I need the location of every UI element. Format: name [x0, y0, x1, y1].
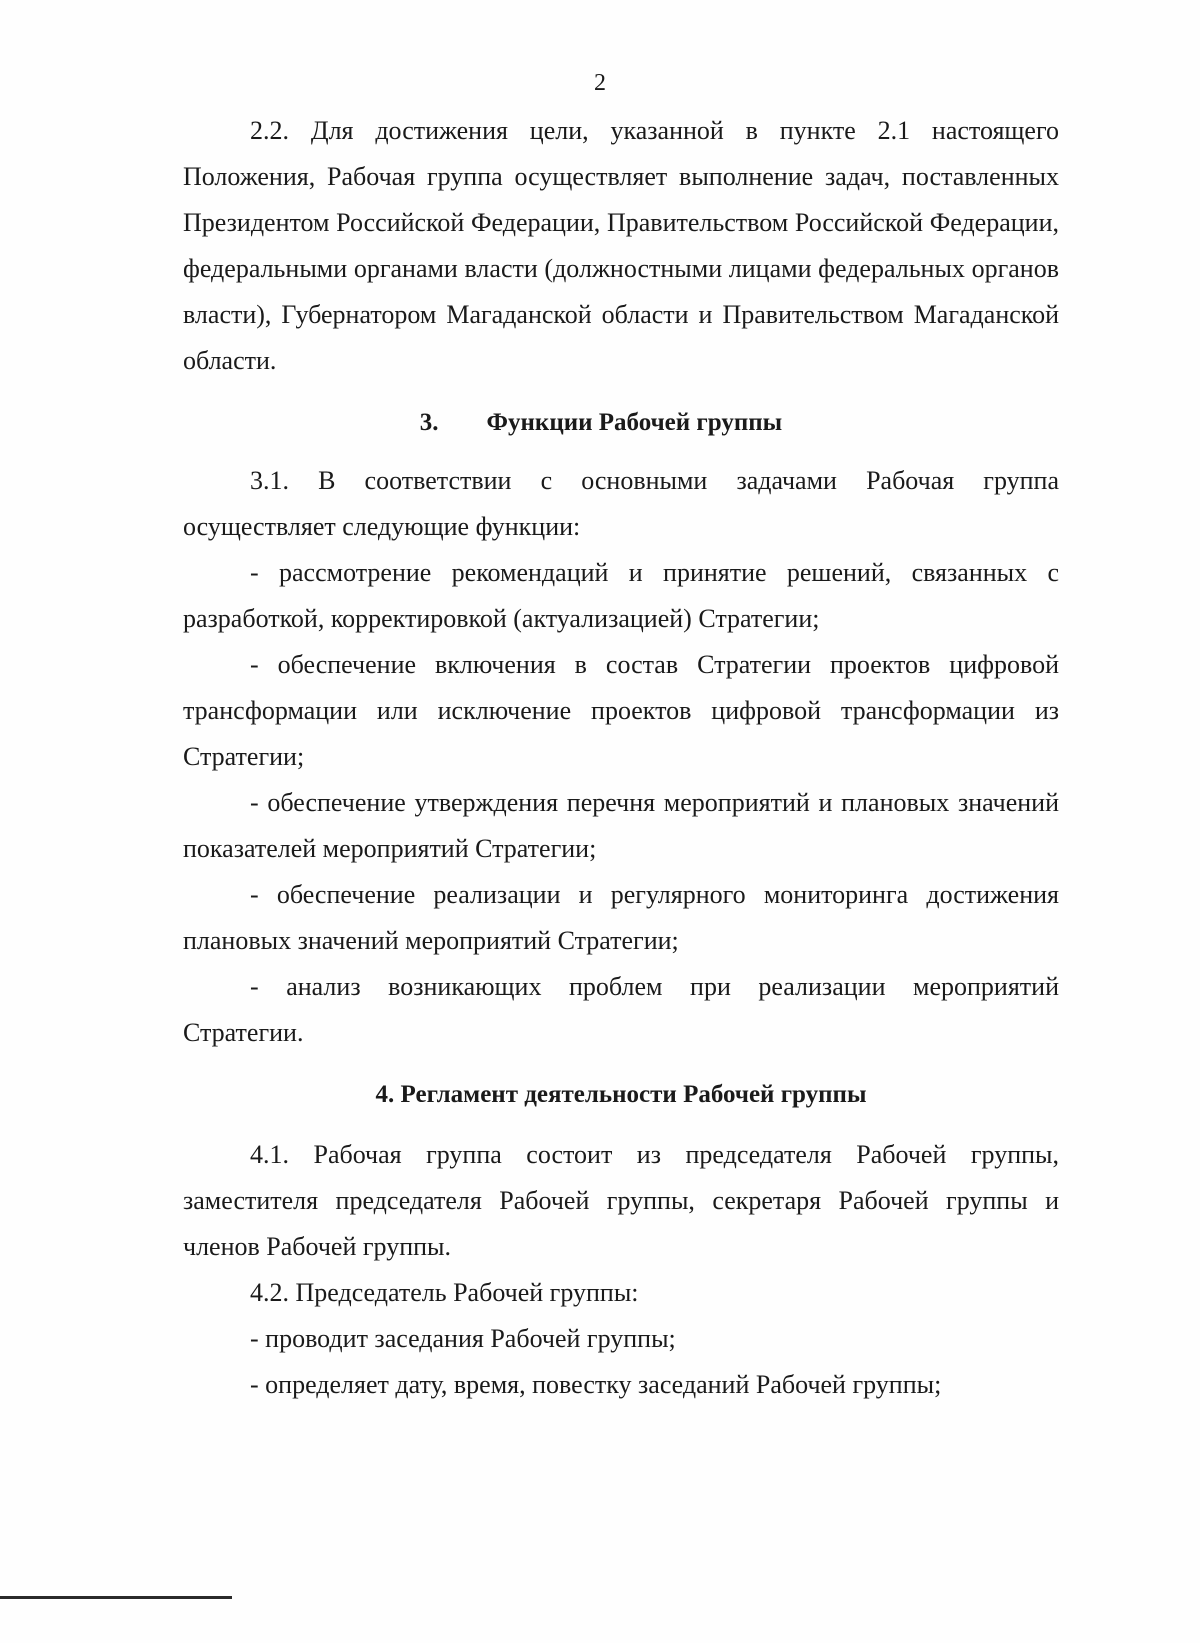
footer-rule	[0, 1596, 232, 1599]
function-item: - обеспечение реализации и регулярного мониторинга достижения плановых значений мероприятий Стратегии;	[183, 880, 1059, 955]
paragraph-4-1: 4.1. Рабочая группа состоит из председателя Рабочей группы, заместителя председателя Рабочей группы, секретаря Рабочей группы и членов Рабочей группы.	[183, 1140, 1059, 1261]
page-number: 2	[594, 70, 606, 96]
paragraph-2-2: 2.2. Для достижения цели, указанной в пункте 2.1 настоящего Положения, Рабочая группа осуществляет выполнение задач, поставленных Президентом Российской Федерации, Правительством Российской Федерации, федеральными органами власти (должностными лицами федеральных органов власти), Губернатором Магаданской области и Правительством Магаданской области.	[183, 116, 1059, 375]
section-3-heading	[183, 400, 1059, 446]
function-item: - обеспечение включения в состав Стратегии проектов цифровой трансформации или исключение проектов цифровой трансформации из Стратегии;	[183, 650, 1059, 771]
page-content	[183, 108, 1059, 1408]
function-item: - рассмотрение рекомендаций и принятие решений, связанных с разработкой, корректировкой (актуализацией) Стратегии;	[183, 558, 1059, 633]
chairman-duty-item: - проводит заседания Рабочей группы;	[250, 1324, 676, 1353]
function-item: - обеспечение утверждения перечня мероприятий и плановых значений показателей мероприятий Стратегии;	[183, 788, 1059, 863]
section-3-number: 3.	[419, 409, 439, 436]
function-item: - анализ возникающих проблем при реализации мероприятий Стратегии.	[183, 972, 1059, 1047]
chairman-duty-item: - определяет дату, время, повестку заседаний Рабочей группы;	[250, 1370, 942, 1399]
section-3-title: Функции Рабочей группы	[486, 409, 783, 436]
paragraph-4-2: 4.2. Председатель Рабочей группы:	[250, 1278, 639, 1307]
section-4-heading: 4. Регламент деятельности Рабочей группы	[375, 1081, 867, 1108]
paragraph-3-1: 3.1. В соответствии с основными задачами Рабочая группа осуществляет следующие функции:	[183, 466, 1059, 541]
